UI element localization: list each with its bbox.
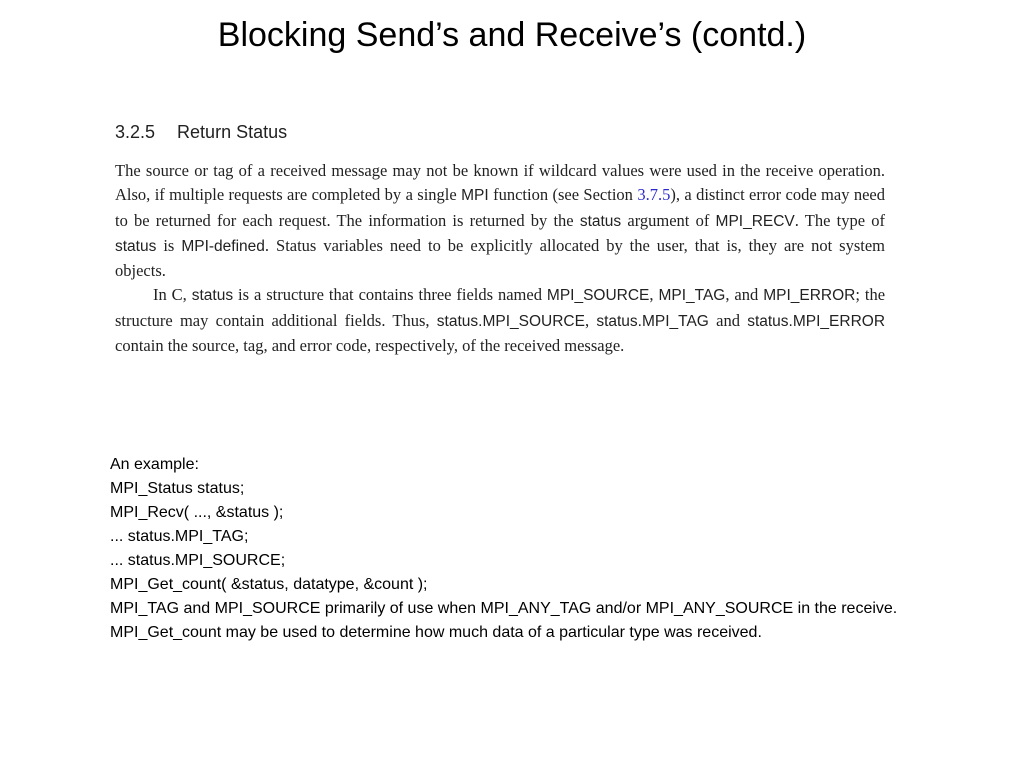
section-title: Return Status bbox=[177, 122, 288, 142]
code-line-source: ... status.MPI_SOURCE; bbox=[110, 552, 286, 569]
paragraph-1: The source or tag of a received message may not be known if wildcard values were used in the receive operation. Also, if multiple requests are completed by a single MPI function (see Section 3.7.5), a distinct error code may need to be returned for each request. The information is returned by the status argument of MPI_RECV. The type of status is MPI-defined. Status variables need to be explicitly allocated by the user, that is, they are not system objects. bbox=[115, 161, 885, 281]
note-tag-source: MPI_TAG and MPI_SOURCE primarily of use when MPI_ANY_TAG and/or MPI_ANY_SOURCE in the receive. bbox=[110, 600, 898, 617]
code-line-status-decl: MPI_Status status; bbox=[110, 480, 245, 497]
code-line-tag: ... status.MPI_TAG; bbox=[110, 528, 249, 545]
document-excerpt bbox=[115, 118, 885, 358]
section-heading bbox=[115, 118, 885, 146]
example-intro: An example: bbox=[110, 456, 199, 473]
slide-title: Blocking Send’s and Receive’s (contd.) bbox=[217, 16, 807, 54]
paragraph-2: In C, status is a structure that contains three fields named MPI_SOURCE, MPI_TAG, and MPI_ERROR; the structure may contain additional fields. Thus, status.MPI_SOURCE, status.MPI_TAG and status.MPI_ERROR contain the source, tag, and error code, respectively, of the received message. bbox=[115, 285, 886, 356]
note-get-count: MPI_Get_count may be used to determine how much data of a particular type was received. bbox=[110, 624, 762, 641]
section-number: 3.2.5 bbox=[115, 122, 156, 142]
code-line-recv: MPI_Recv( ..., &status ); bbox=[110, 504, 284, 521]
code-line-get-count: MPI_Get_count( &status, datatype, &count ); bbox=[110, 576, 428, 593]
section-link[interactable]: 3.7.5 bbox=[637, 185, 671, 205]
example-block bbox=[110, 453, 910, 645]
